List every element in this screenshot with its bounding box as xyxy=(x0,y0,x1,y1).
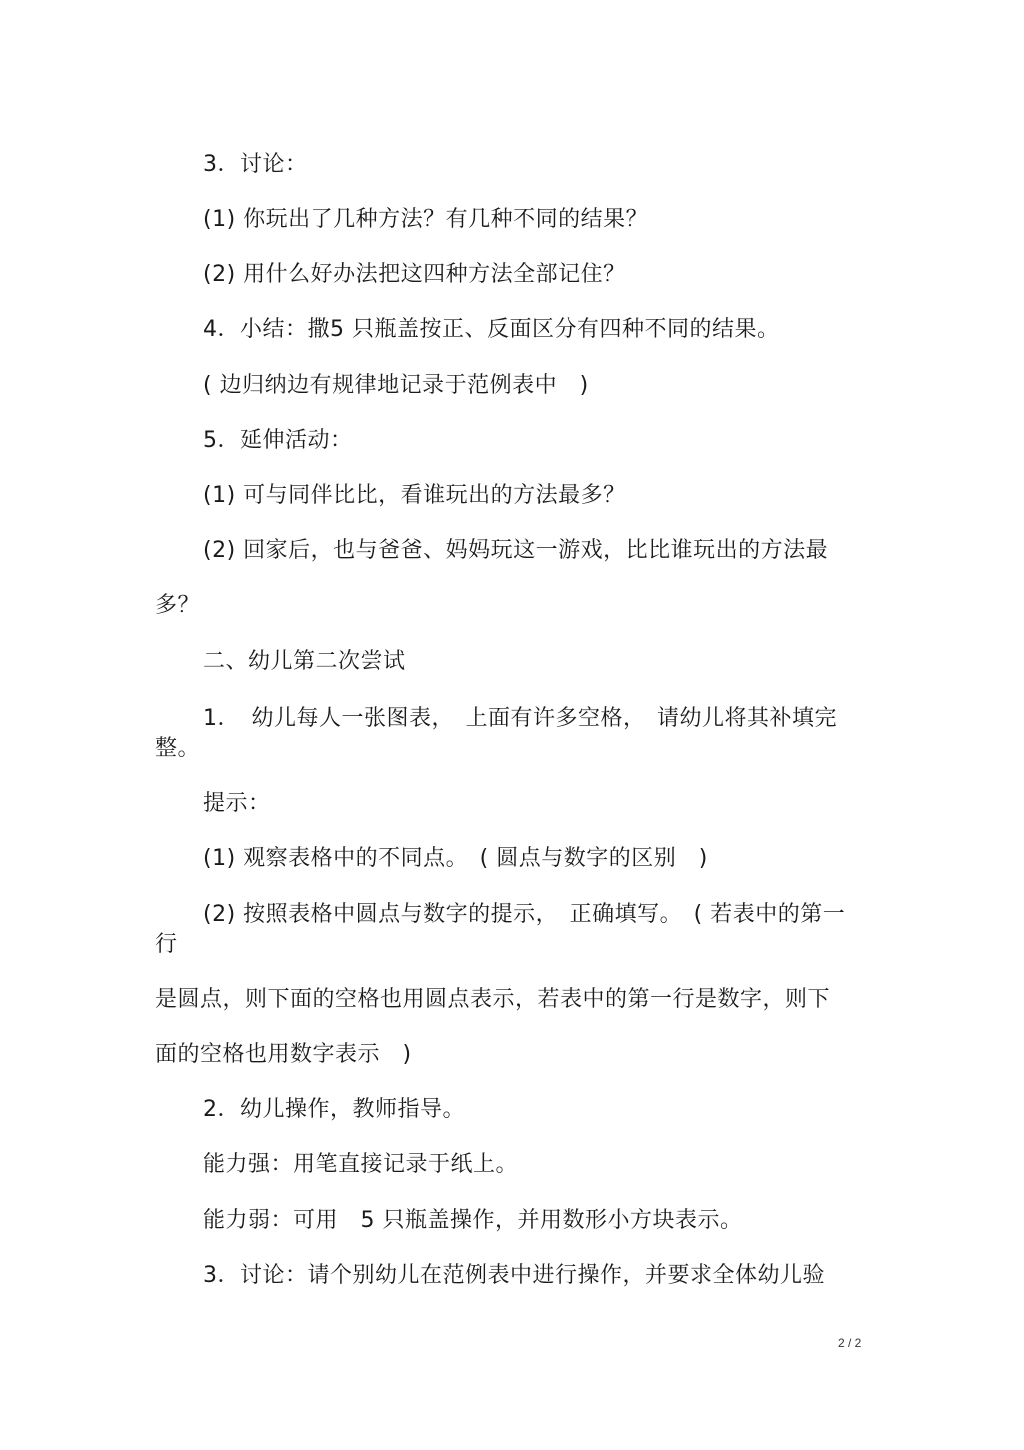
paragraph-line: 提示： xyxy=(203,791,271,816)
paragraph-line: 能力弱：可用 5 只瓶盖操作，并用数形小方块表示。 xyxy=(203,1208,743,1233)
paragraph-line: (2) 回家后，也与爸爸、妈妈玩这一游戏，比比谁玩出的方法最 xyxy=(203,538,829,563)
paragraph-line: 4．小结：撒5 只瓶盖按正、反面区分有四种不同的结果。 xyxy=(203,317,780,342)
paragraph-line: 1． 幼儿每人一张图表， 上面有许多空格， 请幼儿将其补填完 xyxy=(203,706,837,731)
section-heading: 二、幼儿第二次尝试 xyxy=(203,649,406,674)
paragraph-line: 面的空格也用数字表示 ) xyxy=(155,1042,412,1067)
paragraph-line: (2) 用什么好办法把这四种方法全部记住？ xyxy=(203,262,626,287)
paragraph-line: ( 边归纳边有规律地记录于范例表中 ) xyxy=(203,373,589,398)
paragraph-line: (1) 你玩出了几种方法？有几种不同的结果？ xyxy=(203,207,649,232)
paragraph-line: (1) 观察表格中的不同点。 ( 圆点与数字的区别 ) xyxy=(203,846,708,871)
paragraph-line: (2) 按照表格中圆点与数字的提示， 正确填写。 ( 若表中的第一 xyxy=(203,902,846,927)
paragraph-line: 多？ xyxy=(155,593,201,618)
paragraph-line: 行 xyxy=(155,932,178,957)
page-number: 2 / 2 xyxy=(838,1336,862,1350)
paragraph-line: 5．延伸活动： xyxy=(203,428,353,453)
paragraph-line: 能力强：用笔直接记录于纸上。 xyxy=(203,1152,519,1177)
paragraph-line: 整。 xyxy=(155,736,201,761)
paragraph-line: 3．讨论： xyxy=(203,152,308,177)
paragraph-line: (1) 可与同伴比比，看谁玩出的方法最多？ xyxy=(203,483,626,508)
paragraph-line: 3．讨论：请个别幼儿在范例表中进行操作，并要求全体幼儿验 xyxy=(203,1263,825,1288)
paragraph-line: 是圆点，则下面的空格也用圆点表示，若表中的第一行是数字，则下 xyxy=(155,987,831,1012)
paragraph-line: 2．幼儿操作，教师指导。 xyxy=(203,1097,465,1122)
